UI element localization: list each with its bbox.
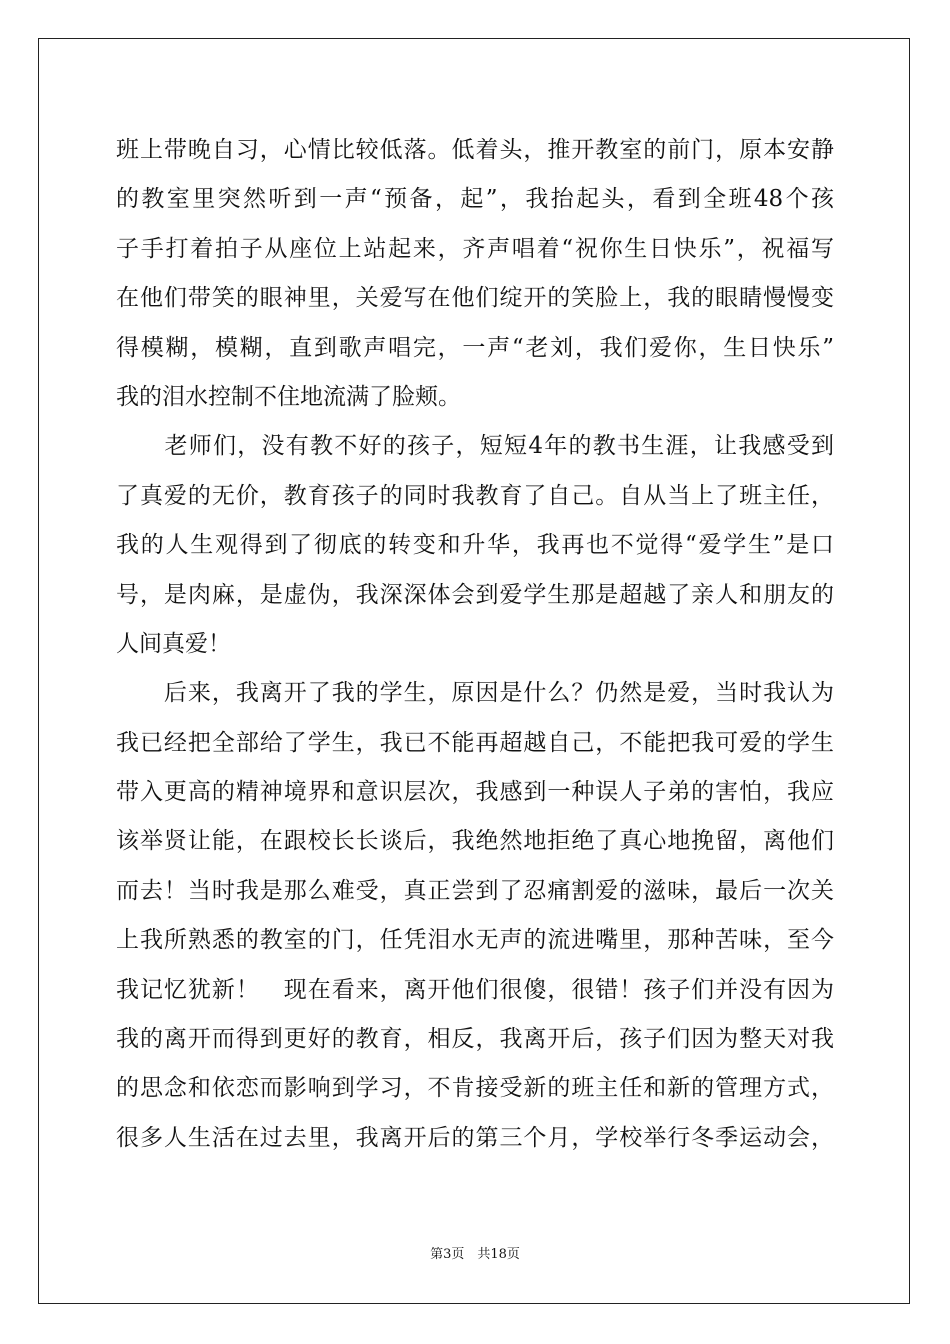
text-line: 号，是肉麻，是虚伪，我深深体会到爱学生那是超越了亲人和朋友的 xyxy=(116,581,834,608)
text-line: 的教室里突然听到一声“预备，起”，我抬起头，看到全班48个孩 xyxy=(116,186,834,213)
text-line: 我的离开而得到更好的教育，相反，我离开后，孩子们因为整天对我 xyxy=(116,1026,834,1053)
text-line: 人间真爱！ xyxy=(116,630,231,657)
text-line: 我的泪水控制不住地流满了脸颊。 xyxy=(116,383,461,410)
text-line: 我记忆犹新！ 现在看来，离开他们很傻，很错！孩子们并没有因为 xyxy=(116,976,834,1003)
text-line: 该举贤让能，在跟校长长谈后，我绝然地拒绝了真心地挽留，离他们 xyxy=(116,828,834,855)
text-line: 我的人生观得到了彻底的转变和升华，我再也不觉得“爱学生”是口 xyxy=(116,532,834,559)
text-line: 子手打着拍子从座位上站起来，齐声唱着“祝你生日快乐”，祝福写 xyxy=(116,235,834,262)
text-line: 班上带晚自习，心情比较低落。低着头，推开教室的前门，原本安静 xyxy=(116,137,834,163)
text-line: 了真爱的无价，教育孩子的同时我教育了自己。自从当上了班主任， xyxy=(116,482,834,509)
text-line: 得模糊，模糊，直到歌声唱完，一声“老刘，我们爱你，生日快乐” xyxy=(116,334,834,361)
text-line: 很多人生活在过去里，我离开后的第三个月，学校举行冬季运动会， xyxy=(116,1124,834,1151)
page-footer: 第3页 共18页 xyxy=(430,1247,520,1262)
text-line: 的思念和依恋而影响到学习，不肯接受新的班主任和新的管理方式， xyxy=(116,1075,834,1102)
text-line: 后来，我离开了我的学生，原因是什么？仍然是爱，当时我认为 xyxy=(116,680,834,707)
text-line: 我已经把全部给了学生，我已不能再超越自己，不能把我可爱的学生 xyxy=(116,729,834,756)
text-line: 上我所熟悉的教室的门，任凭泪水无声的流进嘴里，那种苦味，至今 xyxy=(116,927,834,954)
text-line: 而去！当时我是那么难受，真正尝到了忍痛割爱的滋味，最后一次关 xyxy=(116,877,834,904)
text-line: 在他们带笑的眼神里，关爱写在他们绽开的笑脸上，我的眼睛慢慢变 xyxy=(116,285,834,312)
text-line: 带入更高的精神境界和意识层次，我感到一种误人子弟的害怕，我应 xyxy=(116,779,834,806)
text-line: 老师们，没有教不好的孩子，短短4年的教书生涯，让我感受到 xyxy=(116,433,834,460)
document-body xyxy=(116,126,834,1163)
